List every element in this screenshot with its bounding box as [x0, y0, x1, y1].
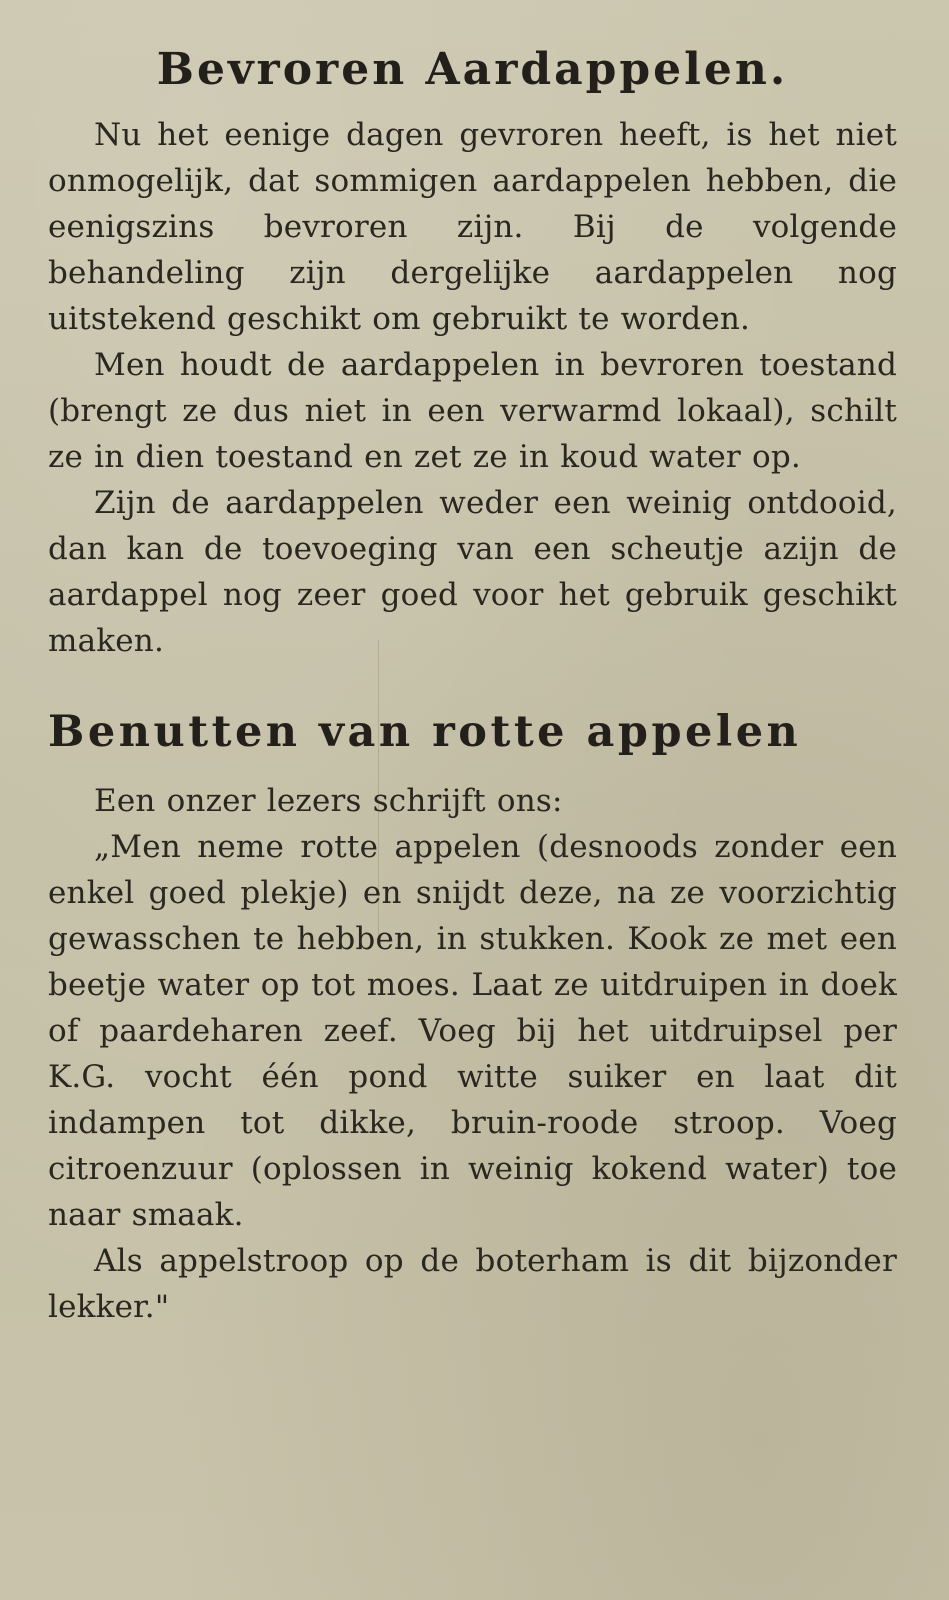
paper-crease — [378, 640, 379, 940]
article-2-paragraph: Als appelstroop op de boterham is dit bijzonder lekker." — [48, 1243, 897, 1325]
article-1-paragraph: Zijn de aardappelen weder een weinig ontdooid, dan kan de toevoeging van een scheutje azijn de aardappel nog zeer goed voor het gebruik geschikt maken. — [48, 485, 897, 659]
article-2-paragraph: „Men neme rotte appelen (desnoods zonder een enkel goed plekje) en snijdt deze, na ze voorzichtig gewasschen te hebben, in stukken. Kook ze met een beetje water op tot moes. Laat ze uitdruipen in doek of paardeharen zeef. Voeg bij het uitdruipsel per K.G. vocht één pond witte suiker en laat dit indampen tot dikke, bruin-roode stroop. Voeg citroenzuur (oplossen in weinig kokend water) toe naar smaak. — [48, 829, 897, 1233]
article-2-paragraph: Een onzer lezers schrijft ons: — [94, 783, 563, 819]
article-2-body — [48, 778, 897, 1330]
article-2-headline: Benutten van rotte appelen — [48, 707, 802, 757]
article-1-body — [48, 112, 897, 664]
article-1-paragraph: Men houdt de aardappelen in bevroren toestand (brengt ze dus niet in een verwarmd lokaal), schilt ze in dien toestand en zet ze in koud water op. — [48, 347, 897, 475]
article-1-paragraph: Nu het eenige dagen gevroren heeft, is het niet onmogelijk, dat sommigen aardappelen hebben, die eenigszins bevroren zijn. Bij de volgende behandeling zijn dergelijke aardappelen nog uitstekend geschikt om gebruikt te worden. — [48, 117, 897, 337]
article-1-headline: Bevroren Aardappelen. — [156, 44, 789, 95]
